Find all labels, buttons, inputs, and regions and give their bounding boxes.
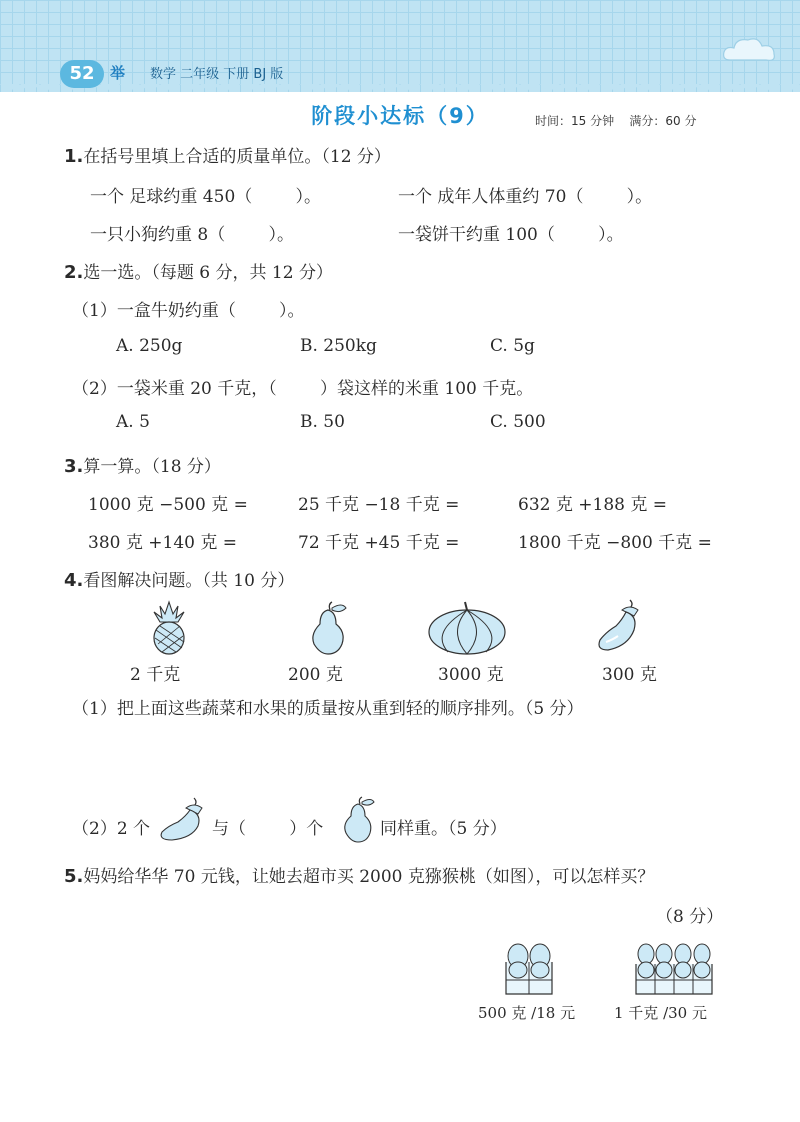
full-score: 满分：60 分 xyxy=(629,114,697,128)
header-wave xyxy=(0,84,800,98)
q4-sub1: （1）把上面这些蔬菜和水果的质量按从重到轻的顺序排列。（5 分） xyxy=(72,699,584,719)
pineapple-icon xyxy=(146,600,192,656)
pear-small-icon xyxy=(338,796,378,844)
q5-heading xyxy=(64,862,654,887)
q2-sub1: （1）一盒牛奶约重（ ）。 xyxy=(72,301,305,321)
q5-number: 5. xyxy=(64,866,84,887)
q4-sub2-part-a: （2）2 个 xyxy=(72,819,151,839)
q4-text: 看图解决问题。（共 10 分） xyxy=(83,571,295,591)
time-limit: 时间：15 分钟 xyxy=(535,114,615,128)
q3-text: 算一算。（18 分） xyxy=(83,457,221,477)
q1-item-4: 一袋饼干约重 100（ ）。 xyxy=(398,225,624,245)
q4-sub2-part-c: 同样重。（5 分） xyxy=(380,819,507,839)
q2-heading xyxy=(64,258,333,283)
pumpkin-icon xyxy=(426,596,508,656)
q3-expr-3: 632 克 +188 克 = xyxy=(518,495,667,515)
q4-pumpkin-weight: 3000 克 xyxy=(438,665,504,685)
q1-heading xyxy=(64,142,391,167)
kiwi-box-large-icon xyxy=(632,940,716,996)
page-title: 阶段小达标（9） xyxy=(311,104,489,128)
q5-box-small-label: 500 克 /18 元 xyxy=(478,1004,576,1022)
q2-sub2: （2）一袋米重 20 千克，（ ）袋这样的米重 100 千克。 xyxy=(72,379,534,399)
q2-sub1-option-c: C. 5g xyxy=(490,336,535,356)
q1-item-3: 一只小狗约重 8（ ）。 xyxy=(90,225,294,245)
q3-heading xyxy=(64,452,221,477)
q4-eggplant-weight: 300 克 xyxy=(602,665,657,685)
q3-expr-2: 25 千克 −18 千克 = xyxy=(298,495,460,515)
q1-text: 在括号里填上合适的质量单位。（12 分） xyxy=(83,147,391,167)
cloud-icon xyxy=(720,36,780,66)
q2-sub1-option-a: A. 250g xyxy=(116,336,183,356)
q1-number: 1. xyxy=(64,146,84,167)
q3-expr-4: 380 克 +140 克 = xyxy=(88,533,237,553)
q2-text: 选一选。（每题 6 分，共 12 分） xyxy=(83,263,333,283)
q3-expr-6: 1800 千克 −800 千克 = xyxy=(518,533,712,553)
q1-item-2: 一个 成年人体重约 70（ ）。 xyxy=(398,187,653,207)
q2-number: 2. xyxy=(64,262,84,283)
q3-number: 3. xyxy=(64,456,84,477)
q4-heading xyxy=(64,566,294,591)
q4-pear-weight: 200 克 xyxy=(288,665,343,685)
pear-icon xyxy=(304,600,350,656)
q1-item-1: 一个 足球约重 450（ ）。 xyxy=(90,187,321,207)
eggplant-icon xyxy=(594,596,644,656)
kiwi-box-small-icon xyxy=(500,940,558,996)
q4-number: 4. xyxy=(64,570,84,591)
q3-expr-5: 72 千克 +45 千克 = xyxy=(298,533,460,553)
brand-logo: 举 xyxy=(110,64,126,82)
header-subject-line: 数学 二年级 下册 BJ 版 xyxy=(150,67,284,82)
q3-expr-1: 1000 克 −500 克 = xyxy=(88,495,248,515)
exam-meta xyxy=(535,112,696,129)
q2-sub2-option-b: B. 50 xyxy=(300,412,345,432)
q2-sub2-option-a: A. 5 xyxy=(116,412,150,432)
q5-box-large-label: 1 千克 /30 元 xyxy=(614,1004,707,1022)
q2-sub2-option-c: C. 500 xyxy=(490,412,546,432)
page-number-badge: 52 xyxy=(60,60,104,88)
q2-sub1-option-b: B. 250kg xyxy=(300,336,377,356)
eggplant-small-icon xyxy=(154,796,208,842)
q4-sub2-part-b: 与（ ）个 xyxy=(212,819,324,839)
q4-pineapple-weight: 2 千克 xyxy=(130,665,181,685)
q5-points: （8 分） xyxy=(656,907,724,927)
q5-text: 妈妈给华华 70 元钱，让她去超市买 2000 克猕猴桃（如图），可以怎样买？ xyxy=(83,867,655,887)
